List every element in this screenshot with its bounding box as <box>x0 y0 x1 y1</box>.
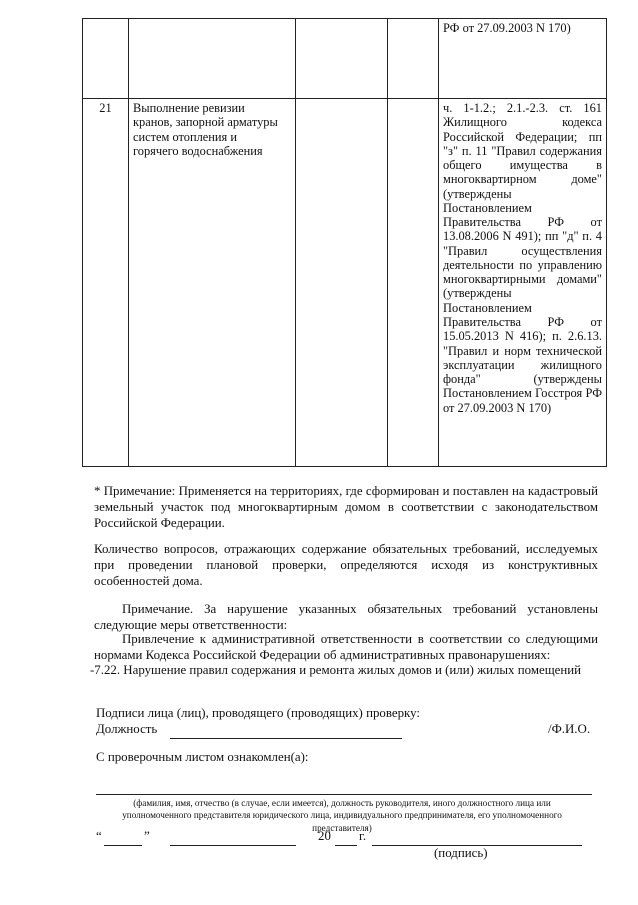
fio-label: /Ф.И.О. <box>548 722 591 736</box>
table-row <box>83 99 607 467</box>
cell-legal-basis: ч. 1-1.2.; 2.1.-2.3. ст. 161 Жилищного кодекса Российской Федерации; пп "з" п. 11 "Правил содержания общего имущества в многоквартирном доме" (утверждены Постановлением Правительства РФ от 13.08.2006 N 491); пп "д" п. 4 "Правил осуществления деятельности по управлению многоквартирными домами" (утверждены Постановлением Правительства РФ от 15.05.2013 N 416); п. 2.6.13. "Правил и норм технической эксплуатации жилищного фонда" (утверждены Постановлением Госстроя РФ от 27.09.2003 N 170) <box>439 99 607 467</box>
day-line <box>104 845 142 846</box>
cell-number: 21 <box>83 99 129 467</box>
signature-caption: (фамилия, имя, отчество (в случае, если имеется), должность руководителя, иного должностного лица или уполномоченного представителя юридического лица, индивидуального предпринимателя, его уполномоченного представителя) <box>122 798 562 833</box>
cell-requirement <box>129 19 296 99</box>
quote-close: ” <box>144 829 150 843</box>
questions-count-note: Количество вопросов, отражающих содержание обязательных требований, исследуемых при проведении плановой проверки, определяются исходя из конструктивных особенностей дома. <box>94 542 598 589</box>
name-signature-line <box>96 794 592 795</box>
article-reference: -7.22. Нарушение правил содержания и ремонта жилых домов и (или) жилых помещений <box>90 663 582 677</box>
month-line <box>170 845 296 846</box>
position-signature-line <box>170 738 402 739</box>
cell-blank <box>296 19 388 99</box>
cell-number <box>83 19 129 99</box>
signature-label: (подпись) <box>434 846 488 860</box>
cell-blank <box>388 99 439 467</box>
cell-blank <box>388 19 439 99</box>
cell-blank <box>296 99 388 467</box>
cell-legal-basis: РФ от 27.09.2003 N 170) <box>439 19 607 99</box>
year-prefix: 20 <box>318 829 331 843</box>
cell-requirement: Выполнение ревизии кранов, запорной арматуры систем отопления и горячего водоснабжения <box>129 99 296 467</box>
admin-liability-note: Привлечение к административной ответственности в соответствии со следующими нормами Кодекса Российской Федерации об административных правонарушениях: <box>94 632 598 663</box>
liability-note: Примечание. За нарушение указанных обязательных требований установлены следующие меры ответственности: <box>94 602 598 633</box>
year-suffix: г. <box>359 829 367 843</box>
inspector-signatures-label: Подписи лица (лиц), проводящего (проводящих) проверку: <box>96 706 420 720</box>
table-row <box>83 19 607 99</box>
acquainted-label: С проверочным листом ознакомлен(а): <box>96 750 309 764</box>
year-line <box>335 845 357 846</box>
quote-open: “ <box>96 829 102 843</box>
position-label: Должность <box>96 722 158 736</box>
checklist-table <box>82 18 607 467</box>
asterisk-note: * Примечание: Применяется на территориях, где сформирован и поставлен на кадастровый земельный участок под многоквартирным домом в соответствии с законодательством Российской Федерации. <box>94 484 598 531</box>
